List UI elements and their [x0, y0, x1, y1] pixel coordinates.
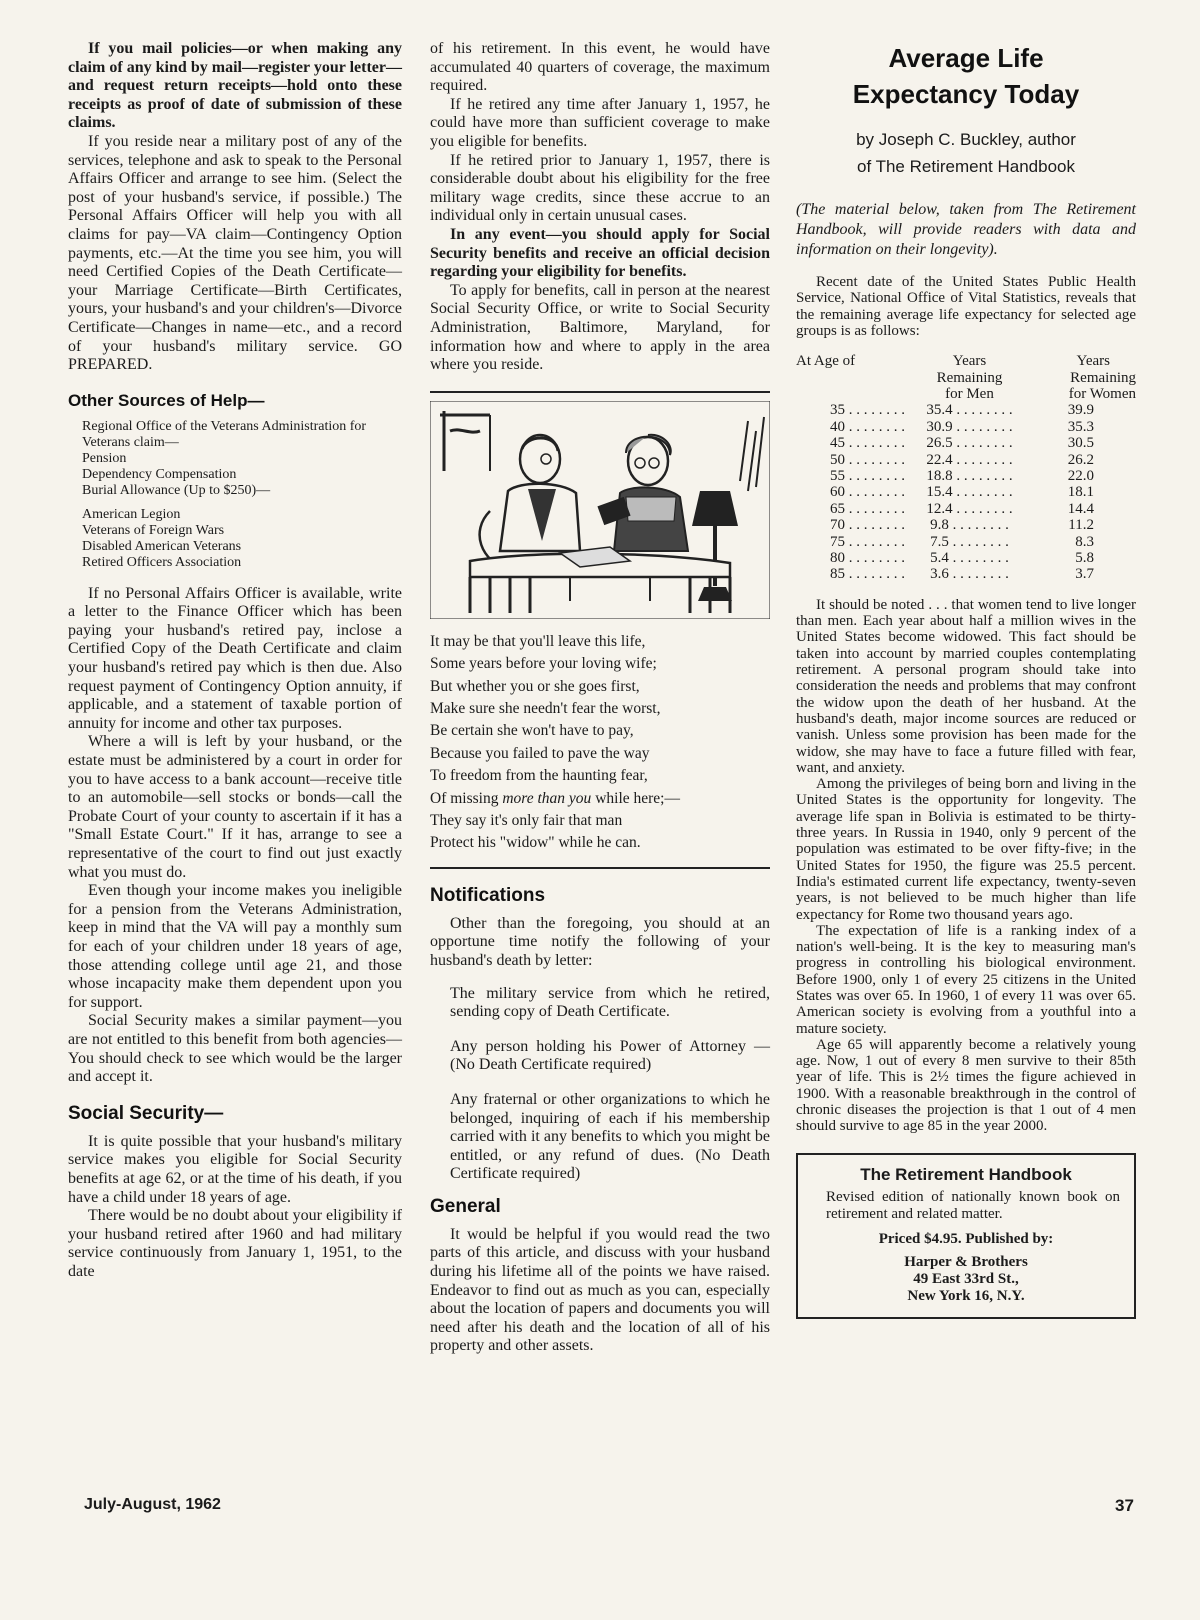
no-doubt-paragraph: There would be no doubt about your eligibility if your husband retired after 1960 and had military service continuously from January 1, 1951, to the date — [68, 1207, 402, 1280]
poem-line: To freedom from the haunting fear, — [430, 767, 648, 785]
men-years-cell: 7.5 . . . . . . . . — [930, 533, 1009, 550]
longevity-paragraph: Among the privileges of being born and living in the United States is the opportunity for longevity. The average life span in Bolivia is estimated to be thirty-three years. In Russia in 1940, only 9 percent of the population was estimated to be over fifty-five; in the United States for 1950, the figure was 25.5 percent. India's estimated current life expectancy, twenty-seven years, is not believed to be much higher than life expectancy for Rome two thousand years ago. — [796, 776, 1136, 923]
will-paragraph: Where a will is left by your husband, or the estate must be administered by a court in order for you to have access to a bank account—receive title to an automobile—sell stocks or bonds—call the Probate Court of your county to ascertain if it has a "Small Estate Court." If it has, arrange to see a representative of the court to find out just exactly what you must do. — [68, 733, 402, 881]
men-years-cell: 26.5 . . . . . . . . — [926, 435, 1013, 452]
women-years-cell: 14.4 — [1067, 500, 1094, 517]
age-header: At Age of — [796, 353, 856, 370]
age-cell: 80 . . . . . . . . — [830, 550, 905, 567]
title-line: Average Life — [888, 43, 1044, 73]
couple-illustration — [430, 401, 770, 619]
men-years-cell: 12.4 . . . . . . . . — [926, 500, 1013, 517]
right-column — [796, 40, 1136, 1319]
table-row — [796, 517, 1136, 533]
va-list — [82, 419, 402, 499]
women-years-cell: 11.2 — [1068, 517, 1094, 534]
book-price: Priced $4.95. Published by: — [878, 1230, 1054, 1247]
age-cell: 70 . . . . . . . . — [830, 517, 905, 534]
table-row — [796, 550, 1136, 566]
header-line: Remaining — [1070, 369, 1136, 386]
intro-note: (The material below, taken from The Retirement Handbook, will provide readers with data and information on their longevity). — [796, 201, 1136, 258]
eligibility-paragraph: It is quite possible that your husband's military service makes you eligible for Social Security benefits at age 62, or at the time of his death, if you have a child under 18 years of age. — [68, 1132, 402, 1206]
table-row — [796, 419, 1136, 435]
men-years-cell: 5.4 . . . . . . . . — [930, 550, 1009, 567]
book-ad-box — [796, 1153, 1136, 1319]
men-years-cell: 18.8 . . . . . . . . — [926, 468, 1013, 485]
table-header-row — [796, 353, 1136, 402]
men-header — [905, 353, 1034, 402]
general-heading: General — [430, 1195, 501, 1217]
poem-line: Some years before your loving wife; — [430, 655, 657, 673]
table-row — [796, 534, 1136, 550]
header-line: for Women — [1068, 386, 1136, 402]
age-cell: 35 . . . . . . . . — [830, 402, 905, 419]
poem — [430, 631, 770, 855]
list-item: American Legion — [82, 506, 181, 522]
table-row — [796, 501, 1136, 517]
list-item: Veterans of Foreign Wars — [82, 522, 225, 538]
publisher-city: New York 16, N.Y. — [907, 1287, 1025, 1304]
list-item: Pension — [82, 450, 127, 466]
prior-1957-paragraph: If he retired prior to January 1, 1957, there is considerable doubt about his eligibility for the free military wage credits, since these accrue to an individual only in certain unusual cases. — [430, 151, 770, 225]
poem-line: Be certain she won't have to pay, — [430, 722, 634, 740]
poem-fragment: while here;— — [591, 789, 680, 807]
poem-line — [430, 788, 770, 810]
table-row — [796, 402, 1136, 418]
book-title: The Retirement Handbook — [860, 1164, 1072, 1184]
left-column — [68, 40, 402, 1281]
general-paragraph: It would be helpful if you would read the two parts of this article, and discuss with your husband during his lifetime all of the points we have raised. Endeavor to find out as much as you can, especially about the location of papers and documents you will need after his death and the location of all of his property and other assets. — [430, 1225, 770, 1355]
list-item: Dependency Compensation — [82, 466, 237, 482]
statistics-paragraph: Recent date of the United States Public Health Service, National Office of Vital Statistics, reveals that the remaining average life expectancy for selected age groups is as follows: — [796, 274, 1136, 339]
list-item: Retired Officers Association — [82, 554, 242, 570]
book-description: Revised edition of nationally known book on retirement and related matter. — [826, 1188, 1120, 1222]
well-being-paragraph: The expectation of life is a ranking index of a nation's well-being. It is the key to measuring man's progress in controlling his biological environment. Before 1900, only 1 of every 25 citizens in the United States was over 65. In 1960, 1 of every 11 was over 65. American society is evolving from a youthful into a mature society. — [796, 922, 1136, 1037]
how-to-apply-paragraph: To apply for benefits, call in person at the nearest Social Security Office, or write to Social Security Administration, Baltimore, Maryland, for information how and where to apply in the area where you reside. — [430, 281, 770, 374]
finance-officer-paragraph: If no Personal Affairs Officer is available, write a letter to the Finance Officer which has been paying your husband's retired pay, inclose a Certified Copy of the Death Certificate and claim your husband's retired pay which is then due. Also request payment of Contingency Option annuity, if applicable, and a statement of taxable portion of annuity for income and other tax purposes. — [68, 584, 402, 732]
age-cell: 55 . . . . . . . . — [830, 468, 905, 485]
header-line: for Men — [945, 386, 994, 402]
poem-line: Protect his "widow" while he can. — [430, 834, 641, 852]
women-years-cell: 5.8 — [1075, 550, 1094, 567]
poem-emphasis: more than you — [502, 789, 592, 807]
middle-column — [430, 40, 770, 1356]
age-cell: 65 . . . . . . . . — [830, 500, 905, 517]
notification-item: Any person holding his Power of Attorney — (No Death Certificate required) — [450, 1037, 770, 1074]
women-years-cell: 22.0 — [1067, 468, 1094, 485]
table-row — [796, 452, 1136, 468]
life-expectancy-table — [796, 353, 1136, 583]
publisher-street: 49 East 33rd St., — [913, 1270, 1019, 1287]
poem-line: Because you failed to pave the way — [430, 744, 650, 762]
table-row — [796, 484, 1136, 500]
header-line: Years — [1076, 353, 1110, 370]
poem-line: It may be that you'll leave this life, — [430, 632, 646, 650]
age-65-paragraph: Age 65 will apparently become a relatively young age. Now, 1 out of every 8 men survive to their 85th year of life. This is 2½ times the figure achieved in 1900. With a reasonable breakthrough in the control of chronic diseases the projection is that 1 out of 4 men should survive to age 85 in the year 2000. — [796, 1036, 1136, 1135]
notification-item: The military service from which he retired, sending copy of Death Certificate. — [450, 984, 770, 1021]
mail-advice-paragraph: If you mail policies—or when making any claim of any kind by mail—register your letter—and request return receipts—hold onto these receipts as proof of date of submission of these claims. — [68, 40, 402, 132]
table-row — [796, 435, 1136, 451]
age-cell: 40 . . . . . . . . — [830, 418, 905, 435]
age-cell: 85 . . . . . . . . — [830, 566, 905, 583]
after-1957-paragraph: If he retired any time after January 1, 1957, he could have more than sufficient coverage to make you eligible for benefits. — [430, 95, 770, 150]
age-cell: 60 . . . . . . . . — [830, 484, 905, 501]
women-live-longer-paragraph: It should be noted . . . that women tend to live longer than men. Each year about half a million wives in the United States become widowed. This fact should be taken into account by married couples contemplating retirement. A personal program should take into consideration the needs and problems that may confront the widow upon the death of her husband. At the husband's death, major income sources are reduced or vanish. Unless some provision has been made for the widow, she may have to face a future filled with fear, want, and anxiety. — [796, 596, 1136, 776]
men-years-cell: 30.9 . . . . . . . . — [926, 418, 1013, 435]
poem-line: Make sure she needn't fear the worst, — [430, 699, 661, 717]
men-years-cell: 3.6 . . . . . . . . — [930, 566, 1009, 583]
organizations-list — [82, 507, 402, 571]
women-years-cell: 8.3 — [1075, 533, 1094, 550]
women-years-cell: 3.7 — [1075, 566, 1094, 583]
retirement-paragraph: of his retirement. In this event, he would have accumulated 40 quarters of coverage, the maximum required. — [430, 40, 770, 95]
byline-line: of The Retirement Handbook — [857, 157, 1075, 176]
women-years-cell: 39.9 — [1067, 402, 1094, 419]
byline — [796, 126, 1136, 180]
byline-line: by Joseph C. Buckley, author — [856, 130, 1076, 149]
age-cell: 50 . . . . . . . . — [830, 451, 905, 468]
other-sources-heading: Other Sources of Help— — [68, 390, 265, 410]
men-years-cell: 22.4 . . . . . . . . — [926, 451, 1013, 468]
men-years-cell: 15.4 . . . . . . . . — [926, 484, 1013, 501]
personal-affairs-paragraph: If you reside near a military post of any of the services, telephone and ask to speak to the Personal Affairs Officer and arrange to see him. (Select the post of your husband's service, if possible.) The Personal Affairs Officer will help you with all claims for pay—VA claim—Contingency Option payments, etc.—At the time you see him, you will need Certified Copies of the Death Certificate—your Marriage Certificate—Birth Certificates, yours, your husband's and your children's—Divorce Certificate—Changes in name—etc., and a record of your husband's military service. GO PREPARED. — [68, 132, 402, 374]
title-line: Expectancy Today — [852, 79, 1080, 109]
men-years-cell: 9.8 . . . . . . . . — [930, 517, 1009, 534]
article-title — [796, 40, 1136, 112]
social-security-payment-paragraph: Social Security makes a similar payment—you are not entitled to this benefit from both agencies—You should check to see which would be the larger and accept it. — [68, 1012, 402, 1086]
header-line: Years — [952, 353, 987, 370]
poem-fragment: Of missing — [430, 789, 503, 807]
women-header — [1034, 353, 1136, 402]
publisher-name: Harper & Brothers — [904, 1253, 1028, 1270]
apply-paragraph: In any event—you should apply for Social Security benefits and receive an official decision regarding your eligibility for benefits. — [430, 225, 770, 281]
men-years-cell: 35.4 . . . . . . . . — [926, 402, 1013, 419]
poem-line: They say it's only fair that man — [430, 811, 623, 829]
list-item: Regional Office of the Veterans Administration for Veterans claim— — [82, 418, 367, 450]
va-pension-paragraph: Even though your income makes you ineligible for a pension from the Veterans Administration, keep in mind that the VA will pay a monthly sum for each of your children under 18 years of age, those attending college until age 21, and those whose incapacity make them dependent upon you for support. — [68, 882, 402, 1011]
divider — [430, 867, 770, 869]
poem-line: But whether you or she goes first, — [430, 677, 640, 695]
age-cell: 75 . . . . . . . . — [830, 533, 905, 550]
table-row — [796, 468, 1136, 484]
notifications-heading: Notifications — [430, 884, 546, 906]
age-cell: 45 . . . . . . . . — [830, 435, 905, 452]
issue-date: July-August, 1962 — [84, 1496, 221, 1513]
notify-paragraph: Other than the foregoing, you should at an opportune time notify the following of your husband's death by letter: — [430, 914, 770, 969]
social-security-heading: Social Security— — [68, 1102, 224, 1124]
notification-item: Any fraternal or other organizations to which he belonged, inquiring of each if his membership carried with it any benefits to which you might be entitled, or any refund of dues. (No Death Certificate required) — [450, 1090, 770, 1183]
women-years-cell: 35.3 — [1067, 418, 1094, 435]
header-line: Remaining — [936, 369, 1003, 386]
list-item: Disabled American Veterans — [82, 538, 242, 554]
page-number: 37 — [1115, 1496, 1134, 1515]
list-item: Burial Allowance (Up to $250)— — [82, 482, 271, 498]
divider — [430, 391, 770, 393]
women-years-cell: 26.2 — [1067, 451, 1094, 468]
table-row — [796, 566, 1136, 582]
women-years-cell: 30.5 — [1067, 435, 1094, 452]
women-years-cell: 18.1 — [1067, 484, 1094, 501]
